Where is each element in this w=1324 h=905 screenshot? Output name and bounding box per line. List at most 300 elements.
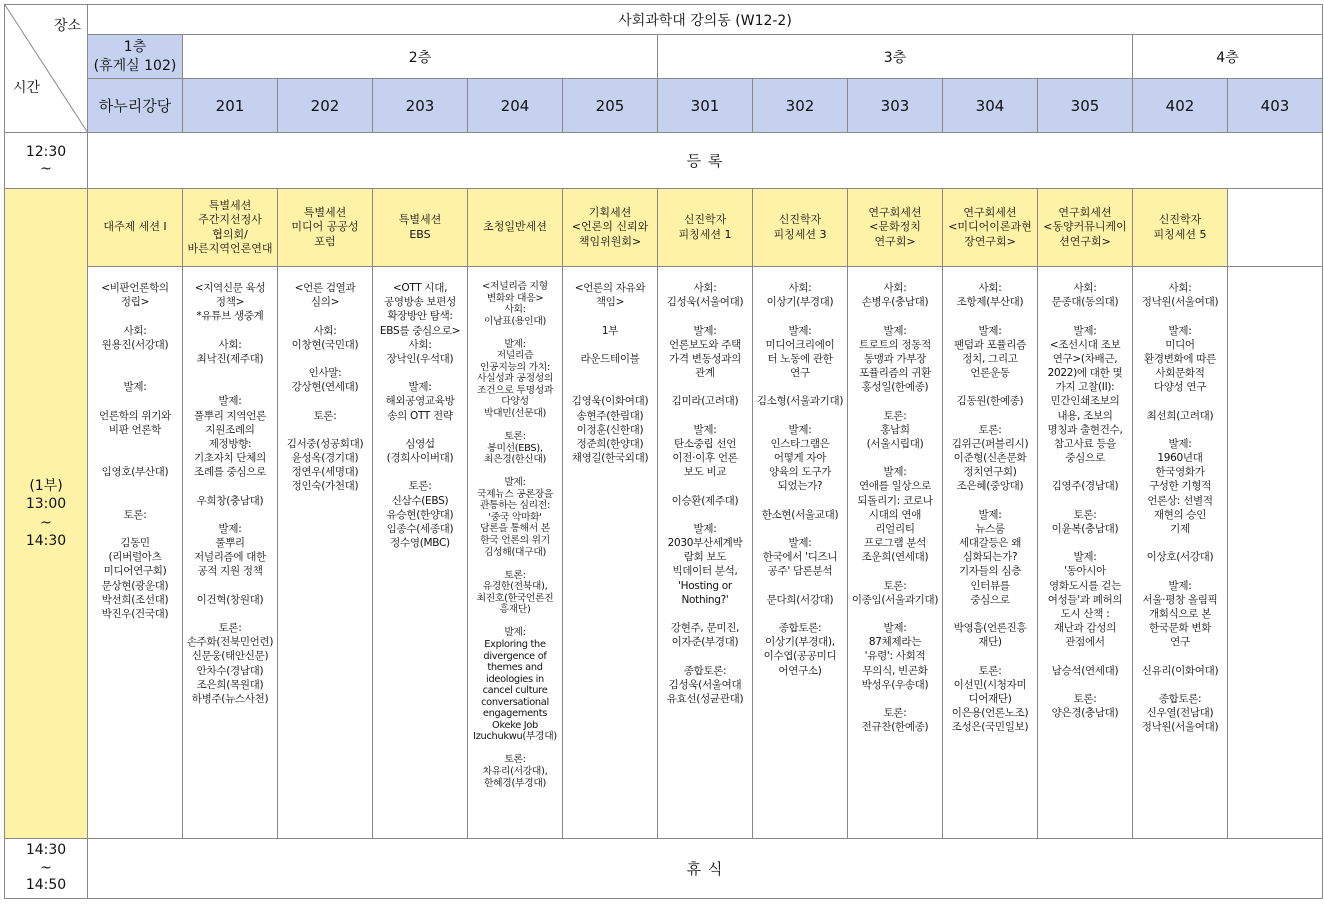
session-line: 김소형(서울과기대) [756, 395, 844, 408]
session-line [945, 309, 1035, 323]
session-line: <조선시대 조보 [1049, 338, 1121, 351]
session-line: 조은희(목원대) [196, 678, 264, 691]
session-line: 한국문화 변화 [1148, 622, 1212, 635]
session-line: 빅데이터 분석, [672, 565, 738, 578]
session-line: 정낙원(서울여대) [1141, 296, 1219, 309]
session-line: 홍남희 [880, 423, 910, 436]
session-line: 사회: [408, 338, 432, 351]
session-line: 재난과 감성의 [1053, 622, 1117, 635]
session-line: 김서중(성공회대) [286, 437, 364, 450]
session-line: 한국영화가 [1155, 466, 1205, 479]
session-title: 신진학자 피칭세션 1 [658, 189, 753, 267]
session-line: 이은용(언론노조) [951, 707, 1029, 720]
session-line: 조성은(국민일보) [951, 721, 1029, 734]
session-line [280, 309, 370, 323]
session-line: 중심으로 [970, 593, 1010, 606]
session-line [945, 494, 1035, 508]
session-title: 신진학자 피칭세션 3 [753, 189, 848, 267]
session-line: 제정방향: [208, 437, 252, 450]
session-line: <비판언론학의 [101, 282, 169, 294]
session-line [470, 616, 560, 628]
session-line: 이윤복(충남대) [1051, 522, 1119, 535]
session-line: 팬덤과 포퓰리즘 [954, 338, 1026, 351]
session-line: 김영욱(이화여대) [571, 395, 649, 408]
session-title: 대주제 세션 I [88, 189, 183, 267]
session-line: 토론: [313, 409, 337, 422]
session-line: 발제: [1168, 437, 1192, 450]
session-line: 이정훈(신한대) [576, 423, 644, 436]
session-line: Exploring the [484, 638, 546, 650]
session-line [660, 409, 750, 423]
session-line: 발제: [693, 423, 717, 436]
session-line: 세대갈등은 왜 [958, 537, 1022, 550]
session-line: 언론보도와 주택 [669, 338, 741, 351]
session-line: (서울시립대) [866, 437, 924, 450]
session-content [658, 267, 753, 839]
session-line: 이자준(부경대) [671, 636, 739, 649]
room-header: 203 [373, 79, 468, 133]
session-line: 사실성과 공정성의 [476, 373, 554, 385]
session-line [280, 352, 370, 366]
session-line: 신문웅(태안신문) [191, 650, 269, 663]
session-line: 정치연구회) [963, 466, 1017, 479]
empty-cell [1228, 189, 1323, 267]
session-line: 가격 변동성과의 [669, 352, 741, 365]
floor-3: 3층 [658, 35, 1133, 79]
session-line: 보도 비교 [683, 466, 727, 479]
session-line: 미디어 [1165, 338, 1195, 351]
session-line: 중심으로 [1065, 452, 1105, 465]
session-line: 토론: [883, 707, 907, 720]
session-line [1135, 394, 1225, 408]
room-header: 201 [183, 79, 278, 133]
session-line: 임종수(세종대) [386, 522, 454, 535]
corner-place-label: 장소 [53, 18, 81, 34]
session-line: divergence of [483, 650, 547, 662]
session-line [375, 366, 465, 380]
session-line: 이창현(국민대) [291, 338, 359, 351]
session-line: 2030부산세계박 [667, 537, 743, 550]
session-line: 사회: [978, 282, 1002, 294]
session-line: 윤성옥(경기대) [291, 452, 359, 465]
session-line: 이상기(부경대), [765, 636, 835, 649]
session-line: 최낙진(제주대) [196, 352, 264, 365]
session-line: 한국 언론의 위기 [480, 535, 550, 547]
session-line: 박진우(건국대) [101, 607, 169, 620]
session-line: 이남표(용인대) [483, 315, 547, 327]
session-line [1040, 494, 1130, 508]
session-line: 무의식, 빈곤화 [862, 664, 928, 677]
session-line: (리버럴아츠 [108, 551, 162, 564]
session-line: 조항제(부산대) [956, 296, 1024, 309]
session-line: 이건혁(창원대) [196, 593, 264, 606]
session-line: 정인숙(가천대) [291, 480, 359, 493]
session-line: 참고사료 등을 [1053, 437, 1117, 450]
session-line: 토론: [408, 480, 432, 493]
session-line: 정치, 그리고 [962, 352, 1018, 365]
session-line: 이전·이후 언론 [672, 452, 738, 465]
session-line: 연구 [1170, 636, 1190, 649]
session-line: 담론을 통해서 본 [480, 523, 550, 535]
session-line: 사회: [504, 304, 526, 316]
registration-time: 12:30 ~ [5, 133, 88, 189]
session-line: 공영방송 보편성 [384, 296, 456, 309]
session-line: 서울·평창 올림픽 [1142, 593, 1218, 606]
session-line: <언론 검열과 [294, 282, 356, 294]
session-line: 인사말: [308, 367, 342, 380]
session-line [1135, 678, 1225, 692]
session-line: 사회: [788, 282, 812, 294]
session-line: 토론: [1073, 508, 1097, 521]
session-line: 프로그램 분석 [863, 537, 927, 550]
session-line: 토론: [504, 754, 526, 766]
session-line: 유승현(한양대) [386, 508, 454, 521]
session-line: 발제: [504, 338, 526, 350]
session-line: 되었는가? [777, 480, 823, 493]
session-line: 기자들의 심층 [958, 565, 1022, 578]
session-content [753, 267, 848, 839]
session-line: 토론: [978, 664, 1002, 677]
session-line: 최은경(한신대) [483, 454, 547, 466]
session-line: 토론: [883, 409, 907, 422]
session-line [660, 649, 750, 663]
session-line: 이준형(신촌문화 [953, 452, 1027, 465]
session-line: 언론상: 선별적 [1147, 494, 1213, 507]
session-line: 관점에서 [1065, 636, 1105, 649]
session-line: 김동원(한예종) [956, 395, 1024, 408]
room-header: 403 [1228, 79, 1323, 133]
session-line [565, 309, 655, 323]
session-line [660, 508, 750, 522]
session-line: 전규찬(한예종) [861, 721, 929, 734]
session-line [185, 479, 275, 493]
session-line: 양육의 도구가 [768, 466, 832, 479]
session-line: 토론: [883, 579, 907, 592]
session-line: '유령': 사회적 [864, 650, 926, 663]
session-line: 국제뉴스 공론장을 [476, 488, 554, 500]
session-line: 장낙인(우석대) [386, 352, 454, 365]
session-line [185, 380, 275, 394]
session-line: 정낙원(서울여대) [1141, 721, 1219, 734]
session-line: 개회식으로 본 [1148, 607, 1212, 620]
session-line: engagements [482, 708, 548, 720]
session-line: 인터뷰를 [970, 579, 1010, 592]
session-line: 하병주(뉴스사천) [191, 692, 269, 705]
session-line: 김미라(고려대) [671, 395, 739, 408]
session-line [1040, 678, 1130, 692]
session-line [850, 564, 940, 578]
session-line [375, 423, 465, 437]
session-line: 트로트의 정동적 [859, 338, 931, 351]
session-line: 사회: [1073, 282, 1097, 294]
session-line: 저널리즘에 대한 [194, 551, 266, 564]
session-line: 한국에서 '디즈니 [762, 551, 838, 564]
session-content [88, 267, 183, 839]
session-line: 공주' 담론분석 [767, 565, 833, 578]
session-line: 기제 [1170, 522, 1190, 535]
session-line [470, 327, 560, 339]
session-line [1040, 309, 1130, 323]
building-title: 사회과학대 강의동 (W12-2) [88, 5, 1323, 35]
session-line: 여성들'과 폐허의 [1047, 593, 1123, 606]
session-line [565, 366, 655, 380]
session-line: 시대의 연애 [868, 508, 922, 521]
session-line: 이상기(부경대) [766, 296, 834, 309]
session-line: 인공지능의 가치: [480, 361, 550, 373]
session-line: 어연구소) [778, 664, 822, 677]
session-line [1135, 649, 1225, 663]
session-line: 박대민(선문대) [483, 408, 547, 420]
session-line: 환경변화에 따른 [1144, 352, 1216, 365]
session-line: 영화도시를 걷는 [1049, 579, 1121, 592]
session-line: EBS를 중심으로> [379, 324, 461, 337]
session-content [1133, 267, 1228, 839]
session-line: 언론운동 [970, 367, 1010, 380]
room-header: 205 [563, 79, 658, 133]
session-line: 조은혜(중앙대) [956, 480, 1024, 493]
session-line: 뉴스룸 [975, 522, 1005, 535]
session-line: 이승환(제주대) [671, 494, 739, 507]
session-line: 관통하는 심리전: [480, 500, 550, 512]
session-line: 발제: [123, 381, 147, 394]
session-line [185, 508, 275, 522]
session-line: 관계 [695, 367, 715, 380]
session-title: 신진학자 피칭세션 5 [1133, 189, 1228, 267]
break-time: 14:30 ~ 14:50 [5, 839, 88, 899]
session-line: 'Hosting or [678, 579, 732, 592]
session-line [280, 394, 370, 408]
session-line: 흥재단) [499, 604, 531, 616]
session-line: 87체제라는 [868, 636, 922, 649]
session-line [755, 409, 845, 423]
session-line [850, 309, 940, 323]
session-line [565, 380, 655, 394]
session-line: 도시 산책 : [1060, 607, 1110, 620]
session-line: 신우열(전남대) [1146, 707, 1214, 720]
session-line: 터 노동에 관한 [767, 352, 833, 365]
session-line: 종합토론: [778, 622, 822, 635]
session-line: 탄소중립 선언 [673, 437, 737, 450]
session-line: 발제: [504, 627, 526, 639]
session-line [470, 558, 560, 570]
session-line: 심영섭 [405, 437, 435, 450]
session-line [1040, 649, 1130, 663]
session-line: 손병우(충남대) [861, 296, 929, 309]
session-line: 1부 [601, 324, 619, 337]
session-line: 발제: [408, 381, 432, 394]
session-line [945, 380, 1035, 394]
session-line: 심화되는가? [962, 551, 1018, 564]
session-line [850, 394, 940, 408]
session-line: 이수엽(공공미디 [763, 650, 837, 663]
session-line [660, 380, 750, 394]
session-content [373, 267, 468, 839]
session-line [850, 692, 940, 706]
session1-time: (1부) 13:00 ~ 14:30 [5, 189, 88, 839]
session-line: 사회: [123, 324, 147, 337]
session-line: 민간인쇄조보의 [1050, 395, 1120, 408]
schedule-table [4, 4, 1323, 899]
session-line [90, 437, 180, 451]
session-line: 발제: [1073, 324, 1097, 337]
session-line: 이선민(시청자미 [953, 678, 1027, 691]
session-line [945, 607, 1035, 621]
session-content [183, 267, 278, 839]
room-header: 402 [1133, 79, 1228, 133]
session-line: 발제: [978, 324, 1002, 337]
session-line: conversational [481, 696, 549, 708]
session-line [850, 451, 940, 465]
session-line: 토론: [218, 622, 242, 635]
session-line [280, 423, 370, 437]
registration-label: 등 록 [88, 133, 1323, 189]
session-line: 지원조례의 [205, 423, 255, 436]
session-line: 1960년대 [1157, 452, 1203, 465]
session-line: 신유리(이화여대) [1141, 664, 1219, 677]
session-line: <OTT 시대, [392, 282, 448, 294]
session-line: 풀뿌리 지역언론 [194, 409, 266, 422]
session-line: 사회: [883, 282, 907, 294]
session-line: *유튜브 생중계 [196, 310, 264, 323]
session-line: 토론: [123, 508, 147, 521]
session-line [945, 649, 1035, 663]
session-line: 사회: [693, 282, 717, 294]
session-line: 김영주(경남대) [1051, 480, 1119, 493]
session-line [1040, 465, 1130, 479]
session-line [1135, 564, 1225, 578]
session-line: <지역신문 육성 [194, 282, 266, 294]
room-header: 301 [658, 79, 753, 133]
session-line: 다양성 연구 [1153, 381, 1207, 394]
session-line: 조례를 중심으로 [194, 466, 266, 479]
session-line [755, 579, 845, 593]
session-line: 리얼리티 [875, 522, 915, 535]
session-line: 발제: [693, 522, 717, 535]
session-line [470, 743, 560, 755]
session-line: 저널리즘 [496, 350, 534, 362]
session-line [565, 338, 655, 352]
session-line: 동맹과 가부장 [863, 352, 927, 365]
session-line: 인스타그램은 [770, 437, 830, 450]
session-line: 한소현(서울교대) [761, 508, 839, 521]
session-line: 문종대(동의대) [1051, 296, 1119, 309]
session-line: 미디어크리에이 [765, 338, 835, 351]
session-line: 재단) [978, 636, 1002, 649]
session-line: 변화와 대응> [486, 292, 544, 304]
session-line: 한혜경(부경대) [483, 777, 547, 789]
session-line: 손주화(전북민언련) [186, 636, 274, 649]
session-line: 김성욱(서울여대 [668, 678, 742, 691]
floor-4: 4층 [1133, 35, 1323, 79]
session-line: 발제: [788, 423, 812, 436]
session-line: 발제: [504, 477, 526, 489]
session-line: 발제: [1168, 579, 1192, 592]
session-line: 문다희(서강대) [766, 593, 834, 606]
session-line: 발제: [883, 324, 907, 337]
session-line: 유효선(성균관대) [666, 692, 744, 705]
session-line: 이종임(서울과기대) [851, 593, 939, 606]
session-line: '중국 악마화' [488, 511, 542, 523]
session-line: 발제: [883, 622, 907, 635]
session-line [660, 607, 750, 621]
session-line: 해외공영교육방 [385, 395, 455, 408]
session-line: 차유리(서강대), [482, 765, 548, 777]
session-line [850, 607, 940, 621]
session-line: 발제: [788, 324, 812, 337]
session-content [563, 267, 658, 839]
session-line: 우희창(충남대) [196, 494, 264, 507]
session-line: 라운드테이블 [580, 352, 640, 365]
session-line [470, 420, 560, 432]
empty-cell [1228, 267, 1323, 839]
session-line: 김성해(대구대) [483, 546, 547, 558]
session-title: 초청일반세션 [468, 189, 563, 267]
session-line: 김위근(퍼블리시) [951, 437, 1029, 450]
session-line: 연구 [790, 367, 810, 380]
session-line: 발제: [1073, 551, 1097, 564]
session-line: 신삼수(EBS) [391, 494, 449, 507]
session-line: 채영길(한국외대) [571, 452, 649, 465]
session-content [848, 267, 943, 839]
session-line: 토론: [504, 431, 526, 443]
header-corner [5, 5, 88, 133]
session-line: (경희사이버대) [386, 452, 454, 465]
session-line: 언론학의 위기와 [99, 409, 171, 422]
session-line: 김동민 [120, 537, 150, 550]
session-line [755, 380, 845, 394]
session-line: 김성욱(서울여대) [666, 296, 744, 309]
session-line: 연구>(차배근, [1052, 352, 1118, 365]
session-line: 송현주(한림대) [576, 409, 644, 422]
session-line: '동아시아 [1064, 565, 1106, 578]
session-line: 문상현(광운대) [101, 579, 169, 592]
session-line [470, 466, 560, 478]
session-line: 송의 OTT 전략 [387, 409, 453, 422]
session-line: 발제: [883, 466, 907, 479]
session-line: 기초자치 단체의 [194, 452, 266, 465]
session-line: 디어재단) [968, 692, 1012, 705]
session-line [90, 394, 180, 408]
room-header: 302 [753, 79, 848, 133]
session-title: 연구회세션 <미디어이론과현 장연구회> [943, 189, 1038, 267]
session-line: 최진호(한국언론진 [476, 592, 554, 604]
session-line: 공적 지원 정책 [197, 565, 263, 578]
session-line: 포퓰리즘의 귀환 [859, 367, 931, 380]
session-line: 재현의 승인 [1153, 508, 1207, 521]
session-line: 2022)에 대한 몇 [1047, 367, 1123, 380]
session-line [755, 607, 845, 621]
session-line: 강현주, 문미진, [670, 622, 740, 635]
session-line: 종합토론: [1158, 692, 1202, 705]
session-line [185, 579, 275, 593]
session-line: 토론: [978, 423, 1002, 436]
session-line: 확장방안 탐색: [387, 310, 453, 323]
session-line: 정연우(세명대) [291, 466, 359, 479]
session-line [185, 324, 275, 338]
session-line: 발제: [978, 508, 1002, 521]
session-line: 유경한(전북대), [482, 581, 548, 593]
session-line: 사회: [1168, 282, 1192, 294]
room-header: 202 [278, 79, 373, 133]
session-line: 박영흠(언론진흥 [953, 622, 1027, 635]
session-line: 발제: [1168, 324, 1192, 337]
session-line: 강상현(연세대) [291, 381, 359, 394]
session-line: 다양성 [501, 396, 529, 408]
floor-1: 1층 (휴게실 102) [88, 35, 183, 79]
session-line [660, 309, 750, 323]
session-line [755, 309, 845, 323]
session-line: 미디어연구회) [103, 565, 167, 578]
